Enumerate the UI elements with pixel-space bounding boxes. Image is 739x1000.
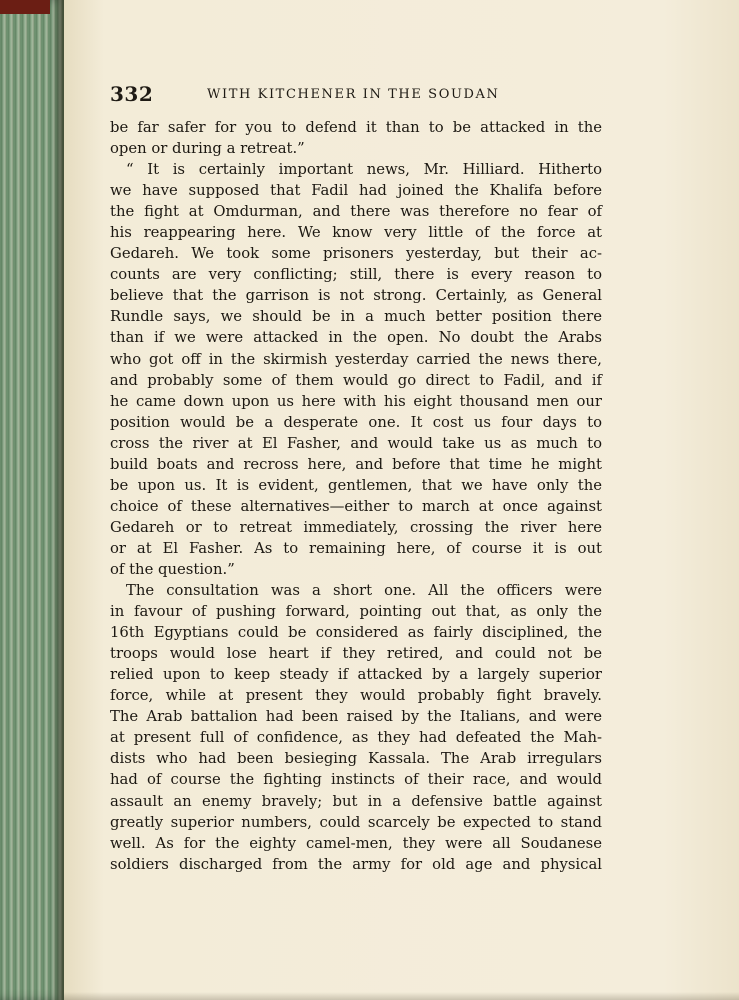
text-line: relied upon to keep steady if attacked by a largely superior	[110, 666, 602, 684]
text-line: his reappearing here. We know very little of the force at	[110, 224, 602, 242]
text-line: greatly superior numbers, could scarcely be expected to stand	[110, 813, 602, 831]
text-line: and probably some of them would go direct to Fadil, and if	[110, 371, 602, 389]
text-line: who got off in the skirmish yesterday carried the news there,	[110, 350, 602, 368]
text-line: at present full of confidence, as they had defeated the Mah-	[110, 729, 602, 747]
page-header	[110, 82, 550, 110]
text-line: The consultation was a short one. All the officers were	[126, 582, 602, 600]
text-line: assault an enemy bravely; but in a defensive battle against	[110, 792, 602, 810]
text-line: we have supposed that Fadil had joined the Khalifa before	[110, 182, 602, 200]
body-text	[110, 117, 602, 875]
text-line: of the question.”	[110, 560, 235, 578]
page-number: 332	[110, 82, 154, 106]
text-line: be far safer for you to defend it than to be attacked in the	[110, 119, 602, 136]
text-line: counts are very conflicting; still, there is every reason to	[110, 266, 602, 284]
text-line: position would be a desperate one. It cost us four days to	[110, 413, 602, 431]
text-line: than if we were attacked in the open. No doubt the Arabs	[110, 329, 602, 347]
text-line: build boats and recross here, and before that time he might	[110, 455, 602, 473]
text-line: had of course the fighting instincts of their race, and would	[110, 771, 602, 789]
text-line: be upon us. It is evident, gentlemen, that we have only the	[110, 476, 602, 494]
page-bottom-shadow	[64, 992, 739, 1000]
text-line: dists who had been besieging Kassala. The Arab irregulars	[110, 750, 602, 768]
text-line: force, while at present they would probably fight bravely.	[110, 687, 602, 705]
text-line: troops would lose heart if they retired, and could not be	[110, 645, 602, 663]
text-line: the fight at Omdurman, and there was therefore no fear of	[110, 203, 602, 221]
text-line: believe that the garrison is not strong. Certainly, as General	[110, 287, 602, 305]
text-line: cross the river at El Fasher, and would take us as much to	[110, 434, 602, 452]
text-line: open or during a retreat.”	[110, 140, 305, 158]
text-line: well. As for the eighty camel-men, they were all Soudanese	[110, 834, 602, 852]
page-edges	[0, 0, 64, 1000]
text-line: Gedareh. We took some prisoners yesterday, but their ac-	[110, 245, 602, 263]
text-line: he came down upon us here with his eight thousand men our	[110, 392, 602, 410]
text-line: in favour of pushing forward, pointing out that, as only the	[110, 603, 602, 621]
text-line: “ It is certainly important news, Mr. Hilliard. Hitherto	[126, 161, 602, 179]
text-line: The Arab battalion had been raised by the Italians, and were	[110, 708, 602, 726]
running-title: WITH KITCHENER IN THE SOUDAN	[207, 87, 500, 102]
text-line: 16th Egyptians could be considered as fairly disciplined, the	[110, 624, 602, 642]
text-line: Rundle says, we should be in a much better position there	[110, 308, 602, 326]
text-line: soldiers discharged from the army for old age and physical	[110, 855, 602, 873]
text-line: Gedareh or to retreat immediately, crossing the river here	[110, 518, 602, 536]
spine-corner	[0, 0, 50, 14]
text-line: or at El Fasher. As to remaining here, of course it is out	[110, 539, 602, 557]
text-line: choice of these alternatives—either to march at once against	[110, 497, 602, 515]
